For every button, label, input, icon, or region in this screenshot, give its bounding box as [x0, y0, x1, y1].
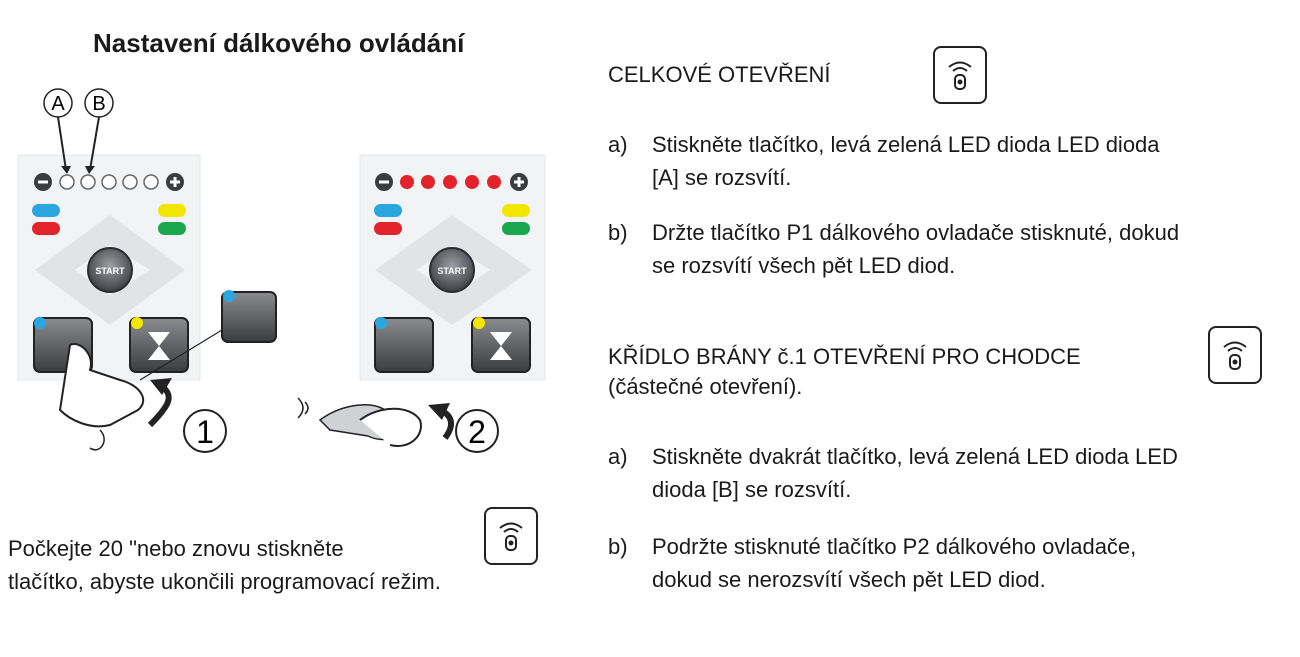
note-line-2: tlačítko, abyste ukončili programovací režim. — [8, 569, 441, 594]
item-letter: b) — [608, 534, 628, 559]
start-label-2: START — [437, 266, 467, 276]
item-line: Držte tlačítko P1 dálkového ovladače stisknuté, dokud — [652, 220, 1180, 245]
item-line: se rozsvítí všech pět LED diod. — [652, 253, 956, 278]
note-line-1: Počkejte 20 "nebo znovu stiskněte — [8, 536, 344, 561]
item-line: dokud se nerozsvítí všech pět LED diod. — [652, 567, 1046, 592]
item-line: Podržte stisknuté tlačítko P2 dálkového ovladače, — [652, 534, 1137, 559]
section-2-title: KŘÍDLO BRÁNY č.1 OTEVŘENÍ PRO CHODCE — [608, 344, 1081, 369]
item-line: dioda [B] se rozsvítí. — [652, 477, 852, 502]
remote-signal-icon — [1208, 326, 1262, 384]
remote-signal-icon — [484, 507, 538, 565]
item-letter: a) — [608, 132, 628, 157]
step-2-label: 2 — [468, 414, 486, 450]
item-line: Stiskněte dvakrát tlačítko, levá zelená LED dioda LED — [652, 444, 1178, 469]
section-2-heading — [608, 342, 1081, 402]
step-1-label: 1 — [196, 414, 214, 450]
panel-right — [360, 155, 545, 380]
panel-left — [18, 155, 200, 380]
label-a: A — [51, 93, 65, 115]
section-1-item-b — [608, 216, 1298, 286]
exit-programming-note — [8, 532, 441, 598]
page-title: Nastavení dálkového ovládání — [93, 28, 465, 58]
item-line: Stiskněte tlačítko, levá zelená LED dioda LED dioda — [652, 132, 1160, 157]
remote-signal-icon — [933, 46, 987, 104]
item-letter: b) — [608, 220, 628, 245]
item-line: [A] se rozsvítí. — [652, 165, 792, 190]
start-label: START — [95, 266, 125, 276]
section-2-subtitle: (částečné otevření). — [608, 374, 803, 399]
section-2-item-b — [608, 530, 1288, 600]
section-1-heading: CELKOVÉ OTEVŘENÍ — [608, 62, 831, 87]
section-1-item-a — [608, 128, 1288, 198]
item-letter: a) — [608, 444, 628, 469]
section-2-item-a — [608, 440, 1298, 510]
control-panel-diagram — [0, 80, 580, 480]
label-b: B — [92, 93, 106, 115]
